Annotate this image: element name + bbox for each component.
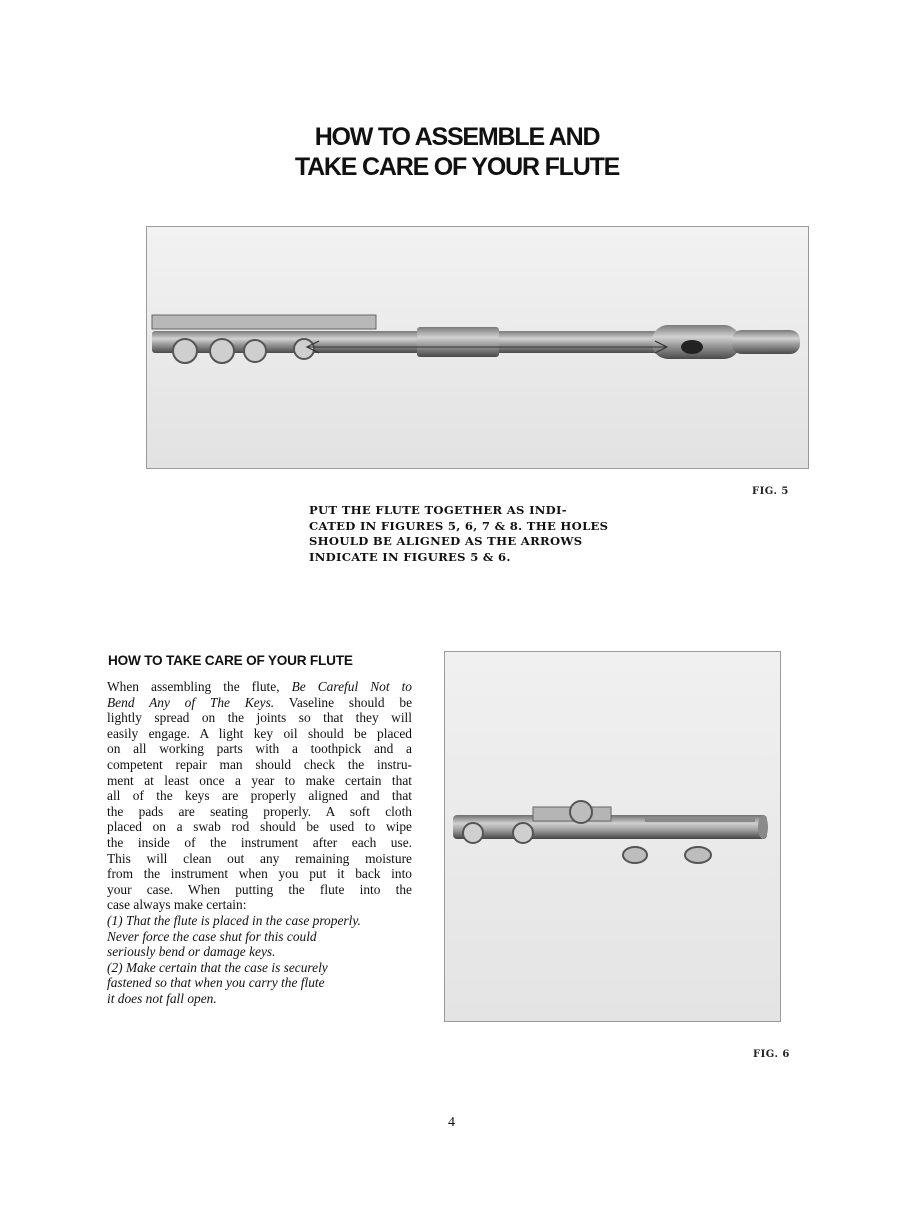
figure-5-label: FIG. 5 xyxy=(752,486,789,497)
italic-line xyxy=(107,913,412,929)
italic-span: it does not fall open. xyxy=(107,990,217,1006)
paragraph-line: from the instrument when you put it back into xyxy=(107,866,412,882)
italic-line xyxy=(107,960,412,976)
paragraph-line xyxy=(107,679,412,695)
paragraph-line: easily engage. A light key oil should be placed xyxy=(107,725,412,741)
caption-line: PUT THE FLUTE TOGETHER AS INDI- xyxy=(309,503,567,517)
page-title-line-2: TAKE CARE OF YOUR FLUTE xyxy=(294,153,620,181)
italic-span: seriously bend or damage keys. xyxy=(107,944,276,960)
paragraph-line: placed on a swab rod should be used to wipe xyxy=(107,819,412,835)
section-heading: HOW TO TAKE CARE OF YOUR FLUTE xyxy=(108,653,353,668)
paragraph-line: on all working parts with a toothpick and a xyxy=(107,741,412,757)
italic-line xyxy=(107,944,412,960)
italic-span: (1) That the flute is placed in the case properly. xyxy=(107,912,361,928)
italic-span: Never force the case shut for this could xyxy=(107,928,317,944)
page-number: 4 xyxy=(448,1115,455,1130)
caption-line: SHOULD BE ALIGNED AS THE ARROWS xyxy=(309,534,583,548)
italic-span: (2) Make certain that the case is securely xyxy=(107,959,328,975)
paragraph-line: competent repair man should check the instru- xyxy=(107,756,412,772)
paragraph-line: ment at least once a year to make certain that xyxy=(107,772,412,788)
figure-5-photo xyxy=(146,226,809,469)
italic-span: Be Careful Not to xyxy=(291,679,412,694)
italic-line xyxy=(107,991,412,1007)
italic-line xyxy=(107,929,412,945)
paragraph-line: your case. When putting the flute into the xyxy=(107,881,412,897)
assembly-caption xyxy=(309,503,619,565)
paragraph-line: This will clean out any remaining moisture xyxy=(107,850,412,866)
text-span: Vaseline should be xyxy=(274,694,413,710)
page-title xyxy=(0,122,900,182)
figure-6-photo xyxy=(444,651,781,1022)
text-span: When assembling the flute, xyxy=(107,679,292,694)
figure-6-label: FIG. 6 xyxy=(753,1049,790,1060)
care-instructions xyxy=(107,679,412,1006)
paragraph-line: lightly spread on the joints so that they will xyxy=(107,710,412,726)
paragraph-line: the inside of the instrument after each use. xyxy=(107,834,412,850)
paragraph-line: all of the keys are properly aligned and that xyxy=(107,788,412,804)
flute-assembly-image xyxy=(147,227,808,468)
caption-line: CATED IN FIGURES 5, 6, 7 & 8. THE HOLES xyxy=(309,518,609,533)
flute-body-image xyxy=(445,652,780,1021)
page-title-line-1: HOW TO ASSEMBLE AND xyxy=(314,123,600,151)
caption-line: INDICATE IN FIGURES 5 & 6. xyxy=(309,549,511,564)
italic-line xyxy=(107,975,412,991)
paragraph-line: case always make certain: xyxy=(107,897,247,913)
italic-span: fastened so that when you carry the flute xyxy=(107,975,325,991)
paragraph-line: the pads are seating properly. A soft cloth xyxy=(107,803,412,819)
paragraph-line xyxy=(107,695,412,711)
italic-span: Bend Any of The Keys. xyxy=(107,694,275,710)
